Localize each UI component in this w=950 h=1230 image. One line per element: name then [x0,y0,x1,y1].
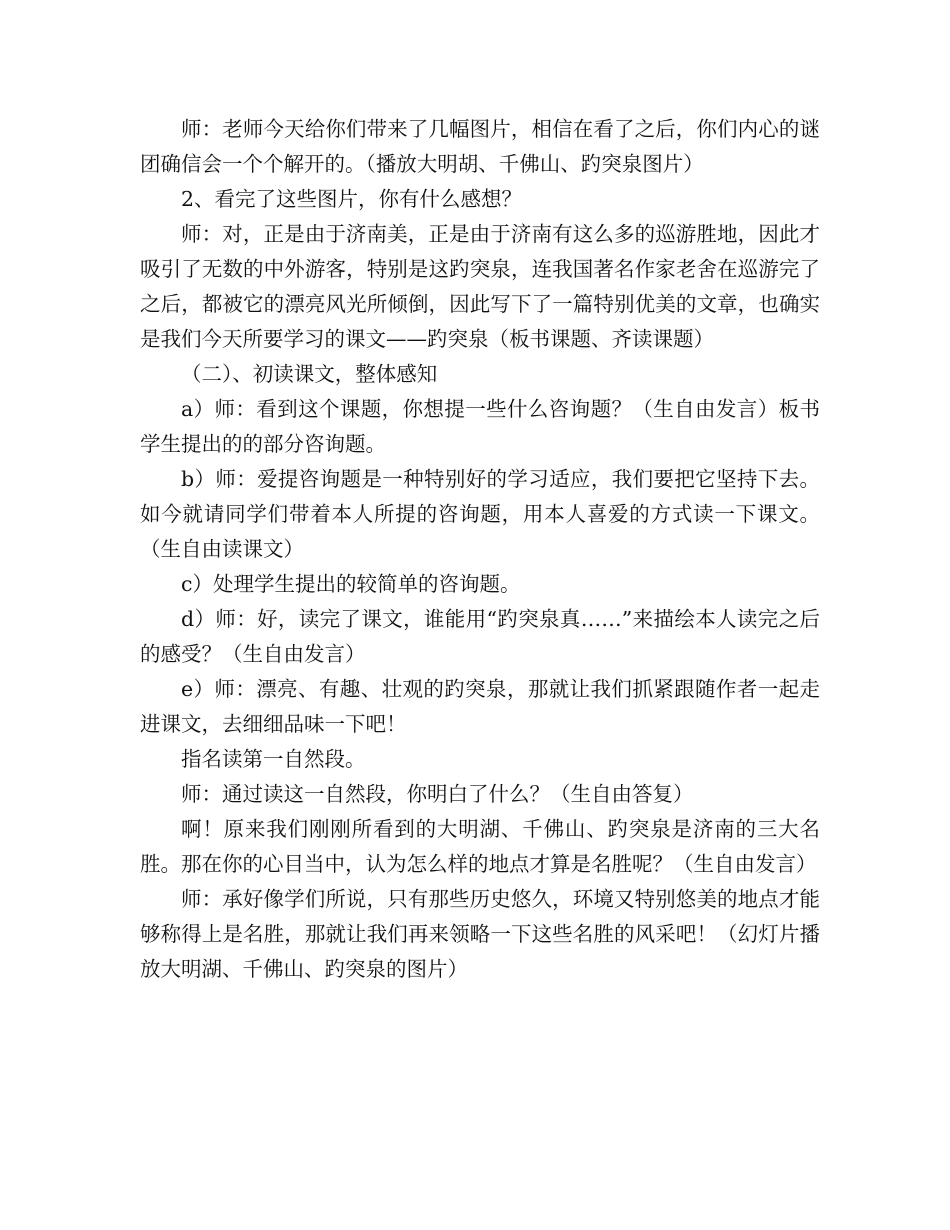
paragraph-three-famous-sites: 啊！原来我们刚刚所看到的大明湖、千佛山、趵突泉是济南的三大名胜。那在你的心目当中，认为怎么样的地点才算是名胜呢？（生自由发言） [140,817,820,876]
paragraph-teacher-slideshow: 师：承好像学们所说，只有那些历史悠久，环境又特别悠美的地点才能够称得上是名胜，那就让我们再来领略一下这些名胜的风采吧！（幻灯片播放大明湖、千佛山、趵突泉的图片） [140,887,820,981]
paragraph-question-2: 2、看完了这些图片，你有什么感想？ [181,187,523,211]
paragraph-teacher-intro: 师：老师今天给你们带来了几幅图片，相信在看了之后，你们内心的谜团确信会一个个解开的。（播放大明胡、千佛山、趵突泉图片） [140,117,820,176]
paragraph-step-d: d）师：好，读完了课文，谁能用“趵突泉真……”来描绘本人读完之后的感受？（生自由发言） [140,607,820,666]
paragraph-step-c: c）处理学生提出的较简单的咨询题。 [181,572,521,596]
paragraph-step-b: b）师：爱提咨询题是一种特别好的学习适应，我们要把它坚持下去。如今就请同学们带着本人所提的咨询题，用本人喜爱的方式读一下课文。（生自由读课文） [140,467,820,561]
section-heading-first-reading: （二）、初读课文，整体感知 [181,362,438,386]
paragraph-step-a: a）师：看到这个课题，你想提一些什么咨询题？（生自由发言）板书学生提出的的部分咨询题。 [140,397,820,456]
paragraph-read-first-section: 指名读第一自然段。 [181,747,366,771]
document-body [140,112,820,987]
paragraph-teacher-question: 师：通过读这一自然段，你明白了什么？（生自由答复） [181,782,694,806]
paragraph-teacher-jinan: 师：对，正是由于济南美，正是由于济南有这么多的巡游胜地，因此才吸引了无数的中外游客，特别是这趵突泉，连我国著名作家老舍在巡游完了之后，都被它的漂亮风光所倾倒，因此写下了一篇特别优美的文章，也确实是我们今天所要学习的课文——趵突泉（板书课题、齐读课题） [140,222,820,351]
paragraph-step-e: e）师：漂亮、有趣、壮观的趵突泉，那就让我们抓紧跟随作者一起走进课文，去细细品味一下吧！ [140,677,820,736]
